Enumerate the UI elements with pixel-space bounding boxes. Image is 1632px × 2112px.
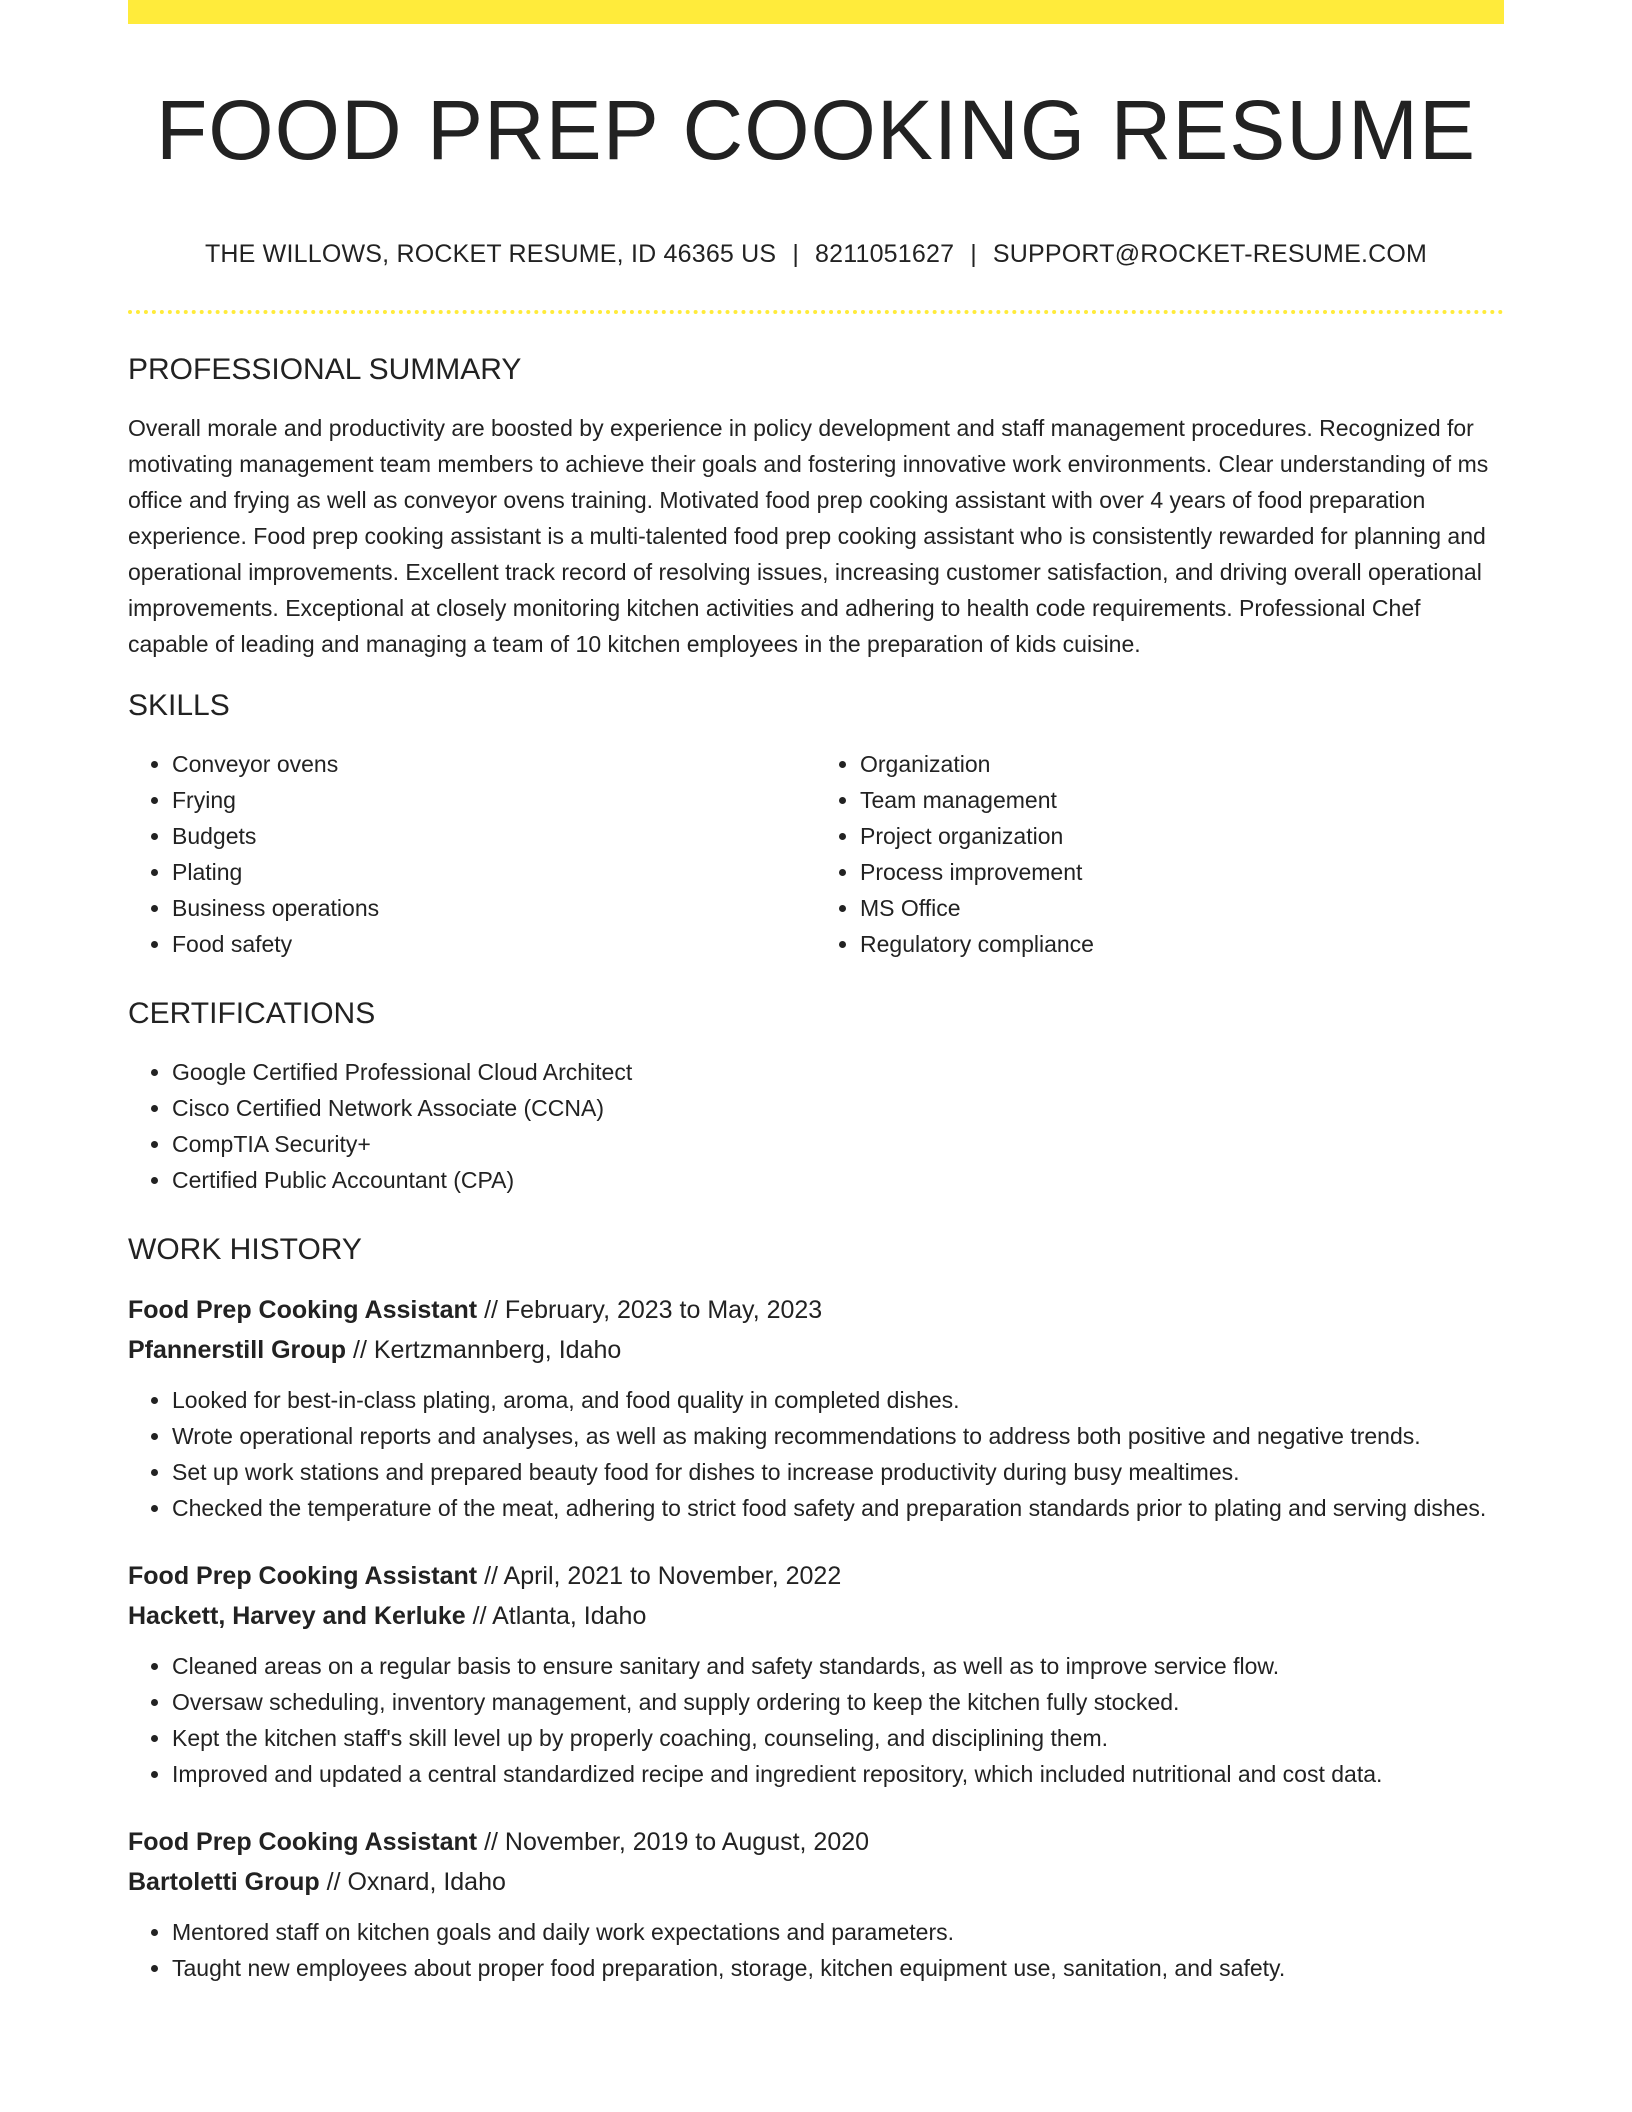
job-duties-list <box>128 1382 1504 1526</box>
contact-address: THE WILLOWS, ROCKET RESUME, ID 46365 US <box>204 240 777 268</box>
contact-email: SUPPORT@ROCKET-RESUME.COM <box>992 240 1428 268</box>
certification-item: • Cisco Certified Network Associate (CCNA) <box>172 1090 1504 1126</box>
job-dates: // February, 2023 to May, 2023 <box>484 1296 823 1324</box>
certification-item: • CompTIA Security+ <box>172 1126 1504 1162</box>
skill-item: • Budgets <box>172 818 816 854</box>
skill-item: • Plating <box>172 854 816 890</box>
certification-item: • Certified Public Accountant (CPA) <box>172 1162 1504 1198</box>
work-history-heading: WORK HISTORY <box>128 1233 362 1266</box>
job-duties-list <box>128 1914 1504 1986</box>
job-duty: • Wrote operational reports and analyses, as well as making recommendations to address both positive and negative trends. <box>172 1418 1504 1454</box>
certifications-list <box>128 1054 1504 1198</box>
skill-item: • Conveyor ovens <box>172 746 816 782</box>
job-duty: • Mentored staff on kitchen goals and daily work expectations and parameters. <box>172 1914 1504 1950</box>
contact-line <box>128 234 1504 274</box>
contact-separator: | <box>970 240 977 268</box>
summary-heading: PROFESSIONAL SUMMARY <box>128 353 522 386</box>
job-company: Pfannerstill Group <box>128 1336 347 1364</box>
skills-list-left <box>128 746 816 962</box>
skill-item: • Frying <box>172 782 816 818</box>
skill-item: • Food safety <box>172 926 816 962</box>
job-title: Food Prep Cooking Assistant <box>128 1828 478 1856</box>
skill-item: • Business operations <box>172 890 816 926</box>
skill-item: • Project organization <box>860 818 1504 854</box>
job-duty: • Kept the kitchen staff's skill level up by properly coaching, counseling, and disciplining them. <box>172 1720 1504 1756</box>
skill-item: • Regulatory compliance <box>860 926 1504 962</box>
job-entry <box>128 1556 1504 1792</box>
certifications-heading: CERTIFICATIONS <box>128 997 376 1030</box>
skills-columns <box>128 746 1504 962</box>
job-duty: • Taught new employees about proper food preparation, storage, kitchen equipment use, sanitation, and safety. <box>172 1950 1504 1986</box>
job-dates: // November, 2019 to August, 2020 <box>484 1828 870 1856</box>
resume-title: FOOD PREP COOKING RESUME <box>156 83 1476 177</box>
job-dates: // April, 2021 to November, 2022 <box>484 1562 842 1590</box>
job-title-line <box>128 1822 1504 1862</box>
job-duty: • Oversaw scheduling, inventory management, and supply ordering to keep the kitchen fully stocked. <box>172 1684 1504 1720</box>
skill-item: • Organization <box>860 746 1504 782</box>
certification-item: • Google Certified Professional Cloud Architect <box>172 1054 1504 1090</box>
job-title: Food Prep Cooking Assistant <box>128 1562 478 1590</box>
job-duty: • Checked the temperature of the meat, adhering to strict food safety and preparation standards prior to plating and serving dishes. <box>172 1490 1504 1526</box>
job-duty: • Set up work stations and prepared beauty food for dishes to increase productivity during busy mealtimes. <box>172 1454 1504 1490</box>
job-title: Food Prep Cooking Assistant <box>128 1296 478 1324</box>
job-entry <box>128 1822 1504 1986</box>
dotted-divider <box>128 310 1504 314</box>
job-location: // Kertzmannberg, Idaho <box>353 1336 622 1364</box>
job-location: // Oxnard, Idaho <box>326 1868 506 1896</box>
skill-item: • MS Office <box>860 890 1504 926</box>
job-company-line <box>128 1330 1504 1370</box>
job-title-line <box>128 1556 1504 1596</box>
skill-item: • Process improvement <box>860 854 1504 890</box>
job-company-line <box>128 1862 1504 1902</box>
job-company: Bartoletti Group <box>128 1868 320 1896</box>
job-duties-list <box>128 1648 1504 1792</box>
contact-separator: | <box>792 240 800 268</box>
job-duty: • Cleaned areas on a regular basis to ensure sanitary and safety standards, as well as to improve service flow. <box>172 1648 1504 1684</box>
job-duty: • Improved and updated a central standardized recipe and ingredient repository, which included nutritional and cost data. <box>172 1756 1504 1792</box>
resume-content <box>128 0 1504 1986</box>
job-title-line <box>128 1290 1504 1330</box>
job-company-line <box>128 1596 1504 1636</box>
contact-phone: 8211051627 <box>815 240 955 268</box>
skills-heading: SKILLS <box>128 689 230 722</box>
job-company: Hackett, Harvey and Kerluke <box>128 1602 466 1630</box>
job-duty: • Looked for best-in-class plating, aroma, and food quality in completed dishes. <box>172 1382 1504 1418</box>
summary-text: Overall morale and productivity are boosted by experience in policy development and staff management procedures. Recognized for motivating management team members to achieve their goals and fostering innovative work environments. Clear understanding of ms office and frying as well as conveyor ovens training. Motivated food prep cooking assistant with over 4 years of food preparation experience. Food prep cooking assistant is a multi-talented food prep cooking assistant who is consistently rewarded for planning and operational improvements. Excellent track record of resolving issues, increasing customer satisfaction, and driving overall operational improvements. Exceptional at closely monitoring kitchen activities and adhering to health code requirements. Professional Chef capable of leading and managing a team of 10 kitchen employees in the preparation of kids cuisine. <box>128 415 1489 657</box>
job-location: // Atlanta, Idaho <box>472 1602 647 1630</box>
skills-list-right <box>816 746 1504 962</box>
skill-item: • Team management <box>860 782 1504 818</box>
job-entry <box>128 1290 1504 1526</box>
